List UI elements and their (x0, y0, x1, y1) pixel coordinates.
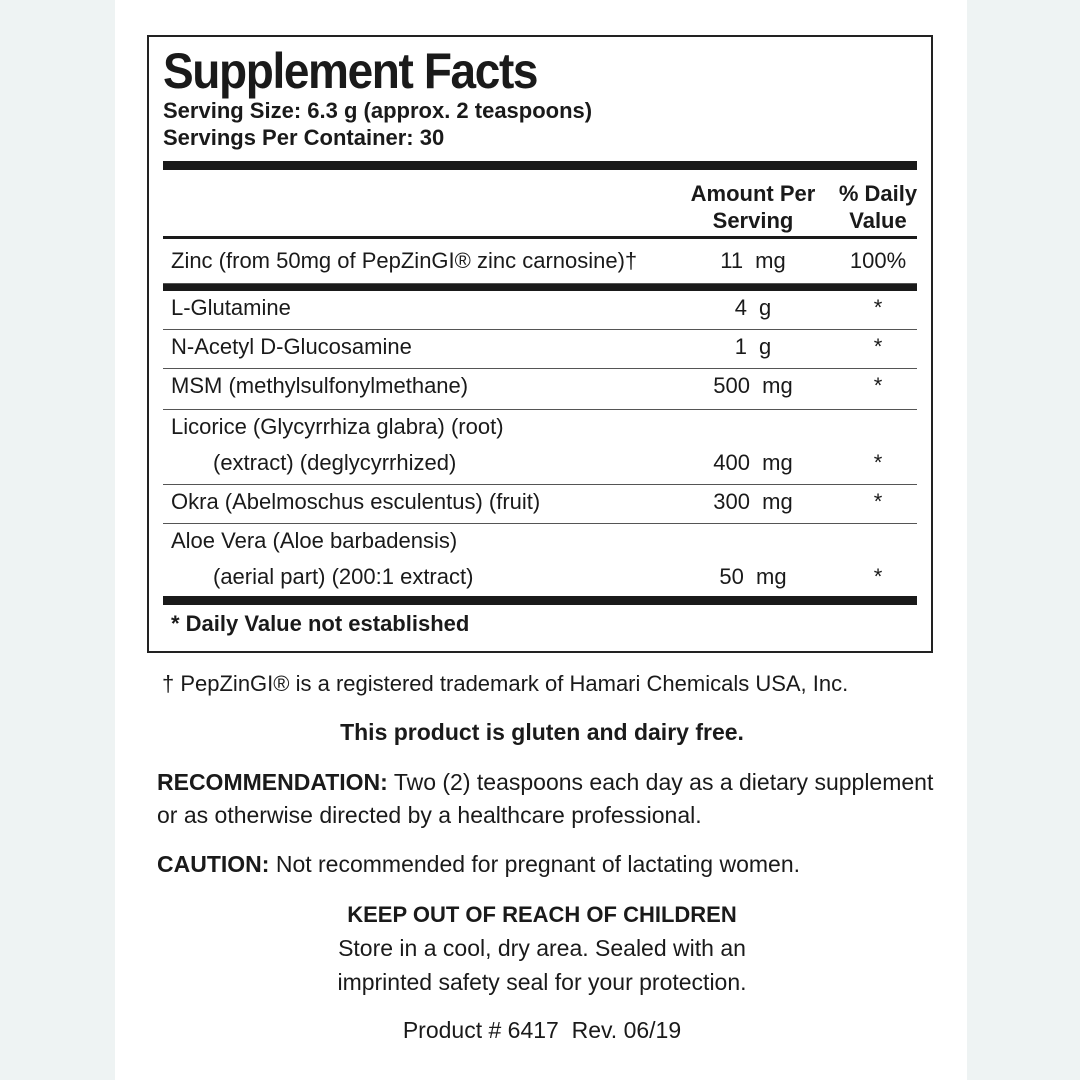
facts-title: Supplement Facts (163, 43, 538, 99)
nutrient-amount: 11 mg (720, 248, 786, 273)
column-header (163, 170, 917, 239)
nutrient-name: Zinc (from 50mg of PepZinGI® zinc carnosine)† (171, 248, 638, 273)
caution (157, 848, 937, 881)
thick-divider (163, 161, 917, 170)
ingredient-dv: * (873, 450, 883, 475)
serving-size: Serving Size: 6.3 g (approx. 2 teaspoons) (163, 98, 593, 123)
ingredient-amount: 1 g (734, 334, 772, 359)
thick-divider (163, 596, 917, 605)
ingredient-name-cont: (aerial part) (200:1 extract) (213, 564, 474, 589)
recommendation (157, 766, 937, 832)
ingredient-row (163, 485, 917, 524)
ingredient-name: Licorice (Glycyrrhiza glabra) (root) (171, 414, 504, 439)
ingredient-name: Aloe Vera (Aloe barbadensis) (171, 528, 458, 553)
nutrient-row-zinc (163, 239, 917, 284)
dv-header: % Daily Value (838, 181, 918, 233)
ingredient-name-cont: (extract) (deglycyrrhized) (213, 450, 457, 475)
supplement-facts-panel (147, 35, 933, 653)
storage-line-2: imprinted safety seal for your protection. (337, 969, 747, 995)
ingredient-name: L-Glutamine (171, 295, 291, 320)
ingredient-dv: * (873, 295, 883, 320)
ingredient-amount: 50 mg (719, 564, 787, 589)
recommendation-text: Two (2) teaspoons each day as a dietary supplement or as otherwise directed by a healthcare professional. (157, 769, 934, 828)
thick-divider (163, 284, 917, 291)
servings-per-container: Servings Per Container: 30 (163, 125, 445, 150)
ingredient-dv: * (873, 334, 883, 359)
nutrient-dv: 100% (849, 248, 907, 273)
daily-value-footnote: * Daily Value not established (171, 611, 470, 636)
ingredient-row (163, 410, 917, 485)
amount-header: Amount Per Serving (690, 181, 816, 233)
ingredient-row (163, 369, 917, 410)
ingredient-name: Okra (Abelmoschus esculentus) (fruit) (171, 489, 541, 514)
recommendation-label: RECOMMENDATION: (157, 769, 388, 795)
ingredient-name: MSM (methylsulfonylmethane) (171, 373, 469, 398)
ingredient-dv: * (873, 373, 883, 398)
keep-out-warning: KEEP OUT OF REACH OF CHILDREN (347, 902, 737, 927)
ingredient-dv: * (873, 564, 883, 589)
ingredient-amount: 500 mg (713, 373, 793, 398)
ingredient-amount: 300 mg (713, 489, 793, 514)
ingredient-row (163, 330, 917, 369)
ingredient-dv: * (873, 489, 883, 514)
ingredient-name: N-Acetyl D-Glucosamine (171, 334, 412, 359)
ingredient-row (163, 524, 917, 596)
storage-line-1: Store in a cool, dry area. Sealed with an (338, 935, 746, 961)
ingredient-amount: 400 mg (713, 450, 793, 475)
product-number: Product # 6417 Rev. 06/19 (402, 1017, 682, 1043)
caution-text: Not recommended for pregnant of lactating women. (269, 851, 800, 877)
ingredient-row (163, 291, 917, 330)
trademark-note: † PepZinGI® is a registered trademark of Hamari Chemicals USA, Inc. (162, 671, 849, 696)
caution-label: CAUTION: (157, 851, 270, 877)
gluten-free-note: This product is gluten and dairy free. (340, 719, 744, 745)
ingredient-amount: 4 g (734, 295, 772, 320)
